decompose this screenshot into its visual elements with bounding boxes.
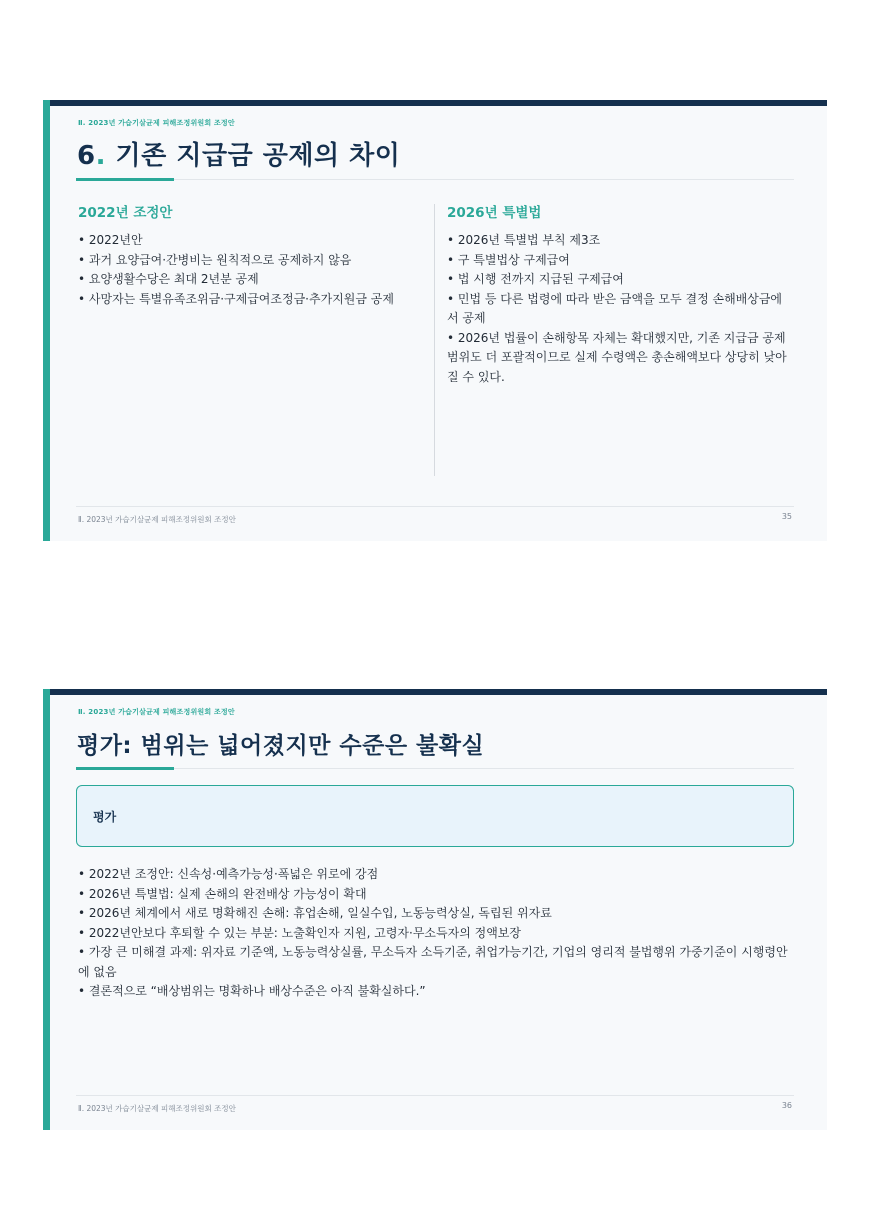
page-number: 35 [781, 512, 792, 521]
list-item: • 과거 요양급여·간병비는 원칙적으로 공제하지 않음 [78, 252, 352, 267]
list-item: • 민법 등 다른 법령에 따라 받은 금액을 모두 결정 손해배상금에서 공제 [447, 291, 783, 325]
section-label: Ⅱ. 2023년 가습기살균제 피해조정위원회 조정안 [78, 119, 235, 127]
evaluation-box-label: 평가 [93, 810, 117, 824]
footer-text: Ⅱ. 2023년 가습기살균제 피해조정위원회 조정안 [78, 515, 236, 524]
list-item: • 구 특별법상 구제급여 [447, 252, 570, 267]
footer-text: Ⅱ. 2023년 가습기살균제 피해조정위원회 조정안 [78, 1104, 236, 1113]
left-column [78, 201, 418, 309]
column-divider [434, 204, 435, 476]
right-column [447, 201, 793, 387]
footer-divider [76, 1095, 794, 1096]
list-item: • 법 시행 전까지 지급된 구제급여 [447, 272, 624, 286]
page-number: 36 [781, 1101, 792, 1110]
slide-top-bar [50, 689, 827, 695]
slide-35 [43, 100, 827, 541]
slide-36 [43, 689, 827, 1130]
list-item: • 가장 큰 미해결 과제: 위자료 기준액, 노동능력상실률, 무소득자 소득기준, 취업가능기간, 기업의 영리적 불법행위 가중기준이 시행령안에 없음 [78, 945, 788, 979]
right-column-list [447, 231, 793, 387]
slide-left-accent-bar [43, 100, 50, 541]
list-item: • 2026년 체계에서 새로 명확해진 손해: 휴업손해, 일실수입, 노동능력상실, 독립된 위자료 [78, 906, 552, 920]
right-column-heading: 2026년 특별법 [447, 205, 542, 221]
slide-left-accent-bar [43, 689, 50, 1130]
list-item: • 2026년 특별법: 실제 손해의 완전배상 가능성이 확대 [78, 886, 367, 901]
list-item: • 결론적으로 “배상범위는 명확하나 배상수준은 아직 불확실하다.” [78, 984, 426, 998]
left-column-list [78, 231, 418, 309]
page-title: 평가: 범위는 넓어졌지만 수준은 불확실 [77, 733, 485, 759]
title-text: 기존 지급금 공제의 차이 [115, 141, 401, 171]
list-item: • 요양생활수당은 최대 2년분 공제 [78, 272, 259, 286]
list-item: • 2022년안보다 후퇴할 수 있는 부분: 노출확인자 지원, 고령자·무소득자의 정액보장 [78, 925, 521, 940]
list-item: • 사망자는 특별유족조위금·구제급여조정금·추가지원금 공제 [78, 291, 394, 306]
title-divider [76, 179, 794, 180]
page-title [77, 135, 400, 172]
title-accent-underline [76, 178, 174, 181]
list-item: • 2022년 조정안: 신속성·예측가능성·폭넓은 위로에 강점 [78, 867, 379, 881]
list-item: • 2022년안 [78, 233, 143, 247]
title-accent-underline [76, 767, 174, 770]
list-item: • 2026년 법률이 손해항목 자체는 확대했지만, 기존 지급금 공제범위도 더 포괄적이므로 실제 수령액은 총손해액보다 상당히 낮아질 수 있다. [447, 330, 787, 384]
slide-top-bar [50, 100, 827, 106]
list-item: • 2026년 특별법 부칙 제3조 [447, 233, 601, 247]
title-divider [76, 768, 794, 769]
footer-divider [76, 506, 794, 507]
section-label: Ⅱ. 2023년 가습기살균제 피해조정위원회 조정안 [78, 708, 235, 716]
left-column-heading: 2022년 조정안 [78, 205, 173, 221]
evaluation-box [76, 785, 794, 847]
evaluation-list [78, 865, 794, 1002]
title-dot: . [95, 141, 106, 171]
title-number: 6 [77, 141, 96, 171]
